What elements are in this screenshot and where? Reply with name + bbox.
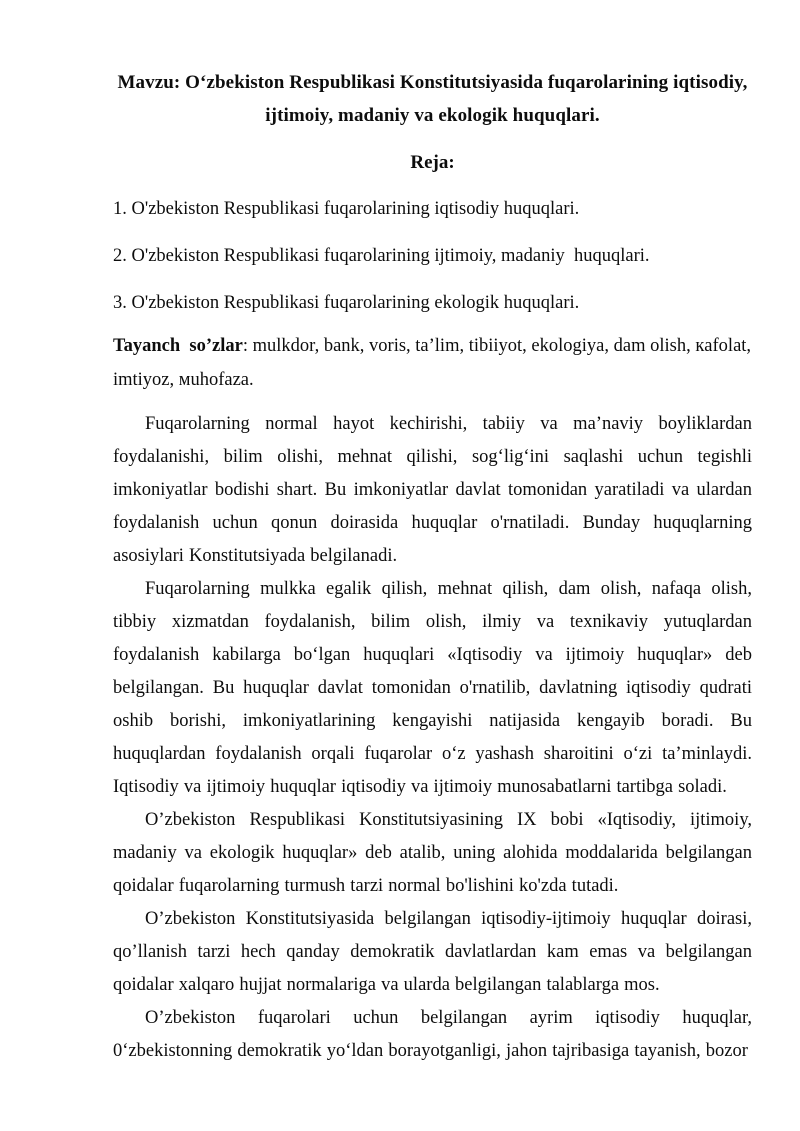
document-body: [113, 408, 752, 1068]
body-paragraph-2: Fuqarolarning mulkka egalik qilish, mehnat qilish, dam olish, nafaqa olish, tibbiy xizmatdan foydalanish, bilim olish, ilmiy va texnikaviy yutuqlardan foydalanish kabilarga boʻlgan huquqlari «Iqtisodiy va ijtimoiy huquqlar» deb belgilangan. Bu huquqlar davlat tomonidan o'rnatilib, davlatning iqtisodiy qudrati oshib borishi, imkoniyatlarining kengayishi natijasida kengayib boradi. Bu huquqlardan foydalanish orqali fuqarolar oʻz yashash sharoitini oʻzi taʼminlaydi. Iqtisodiy va ijtimoiy huquqlar iqtisodiy va ijtimoiy munosabatlarni tartibga soladi.: [113, 579, 752, 797]
body-paragraph-5: Oʼzbekiston fuqarolari uchun belgilangan ayrim iqtisodiy huquqlar, 0ʻzbekistonning demokratik yoʻldan borayotganligi, jahon tajribasiga tayanish, bozor: [113, 1008, 752, 1061]
plan-heading: Reja:: [410, 152, 455, 173]
keywords-label: Tayanch soʼzlar: [113, 336, 243, 356]
keywords-text: : mulkdor, bank, voris, taʼlim, tibiiyot, ekologiya, dam olish, кafolat, imtiyoz, мuhofaza.: [113, 336, 752, 390]
plan-item-3: 3. O'zbekiston Respublikasi fuqarolarining ekologik huquqlari.: [113, 293, 580, 313]
body-paragraph-4: Oʼzbekiston Konstitutsiyasida belgilangan iqtisodiy-ijtimoiy huquqlar doirasi, qoʼllanish tarzi hech qanday demokratik davlatlardan kam emas va belgilangan qoidalar xalqaro hujjat normalariga va ularda belgilangan talablarga mos.: [113, 909, 752, 995]
plan-item-2: 2. O'zbekiston Respublikasi fuqarolarining ijtimoiy, madaniy huquqlari.: [113, 246, 650, 266]
keywords-line: [113, 329, 752, 397]
plan-item-1: 1. O'zbekiston Respublikasi fuqarolarining iqtisodiy huquqlari.: [113, 199, 580, 219]
body-paragraph-1: Fuqarolarning normal hayot kechirishi, tabiiy va maʼnaviy boyliklardan foydalanishi, bilim olishi, mehnat qilishi, sogʻligʻini saqlashi uchun tegishli imkoniyatlar bodishi shart. Bu imkoniyatlar davlat tomonidan yaratiladi va ulardan foydalanish uchun qonun doirasida huquqlar o'rnatiladi. Bunday huquqlarning asosiylari Konstitutsiyada belgilanadi.: [113, 414, 752, 566]
body-paragraph-3: Oʼzbekiston Respublikasi Konstitutsiyasining IX bobi «Iqtisodiy, ijtimoiy, madaniy va ekologik huquqlar» deb atalib, uning alohida moddalarida belgilangan qoidalar fuqarolarning turmush tarzi normal bo'lishini ko'zda tutadi.: [113, 810, 752, 896]
document-title: Mavzu: Oʻzbekiston Respublikasi Konstitutsiyasida fuqarolarining iqtisodiy, ijtimoiy, madaniy va ekologik huquqlari.: [117, 72, 748, 126]
